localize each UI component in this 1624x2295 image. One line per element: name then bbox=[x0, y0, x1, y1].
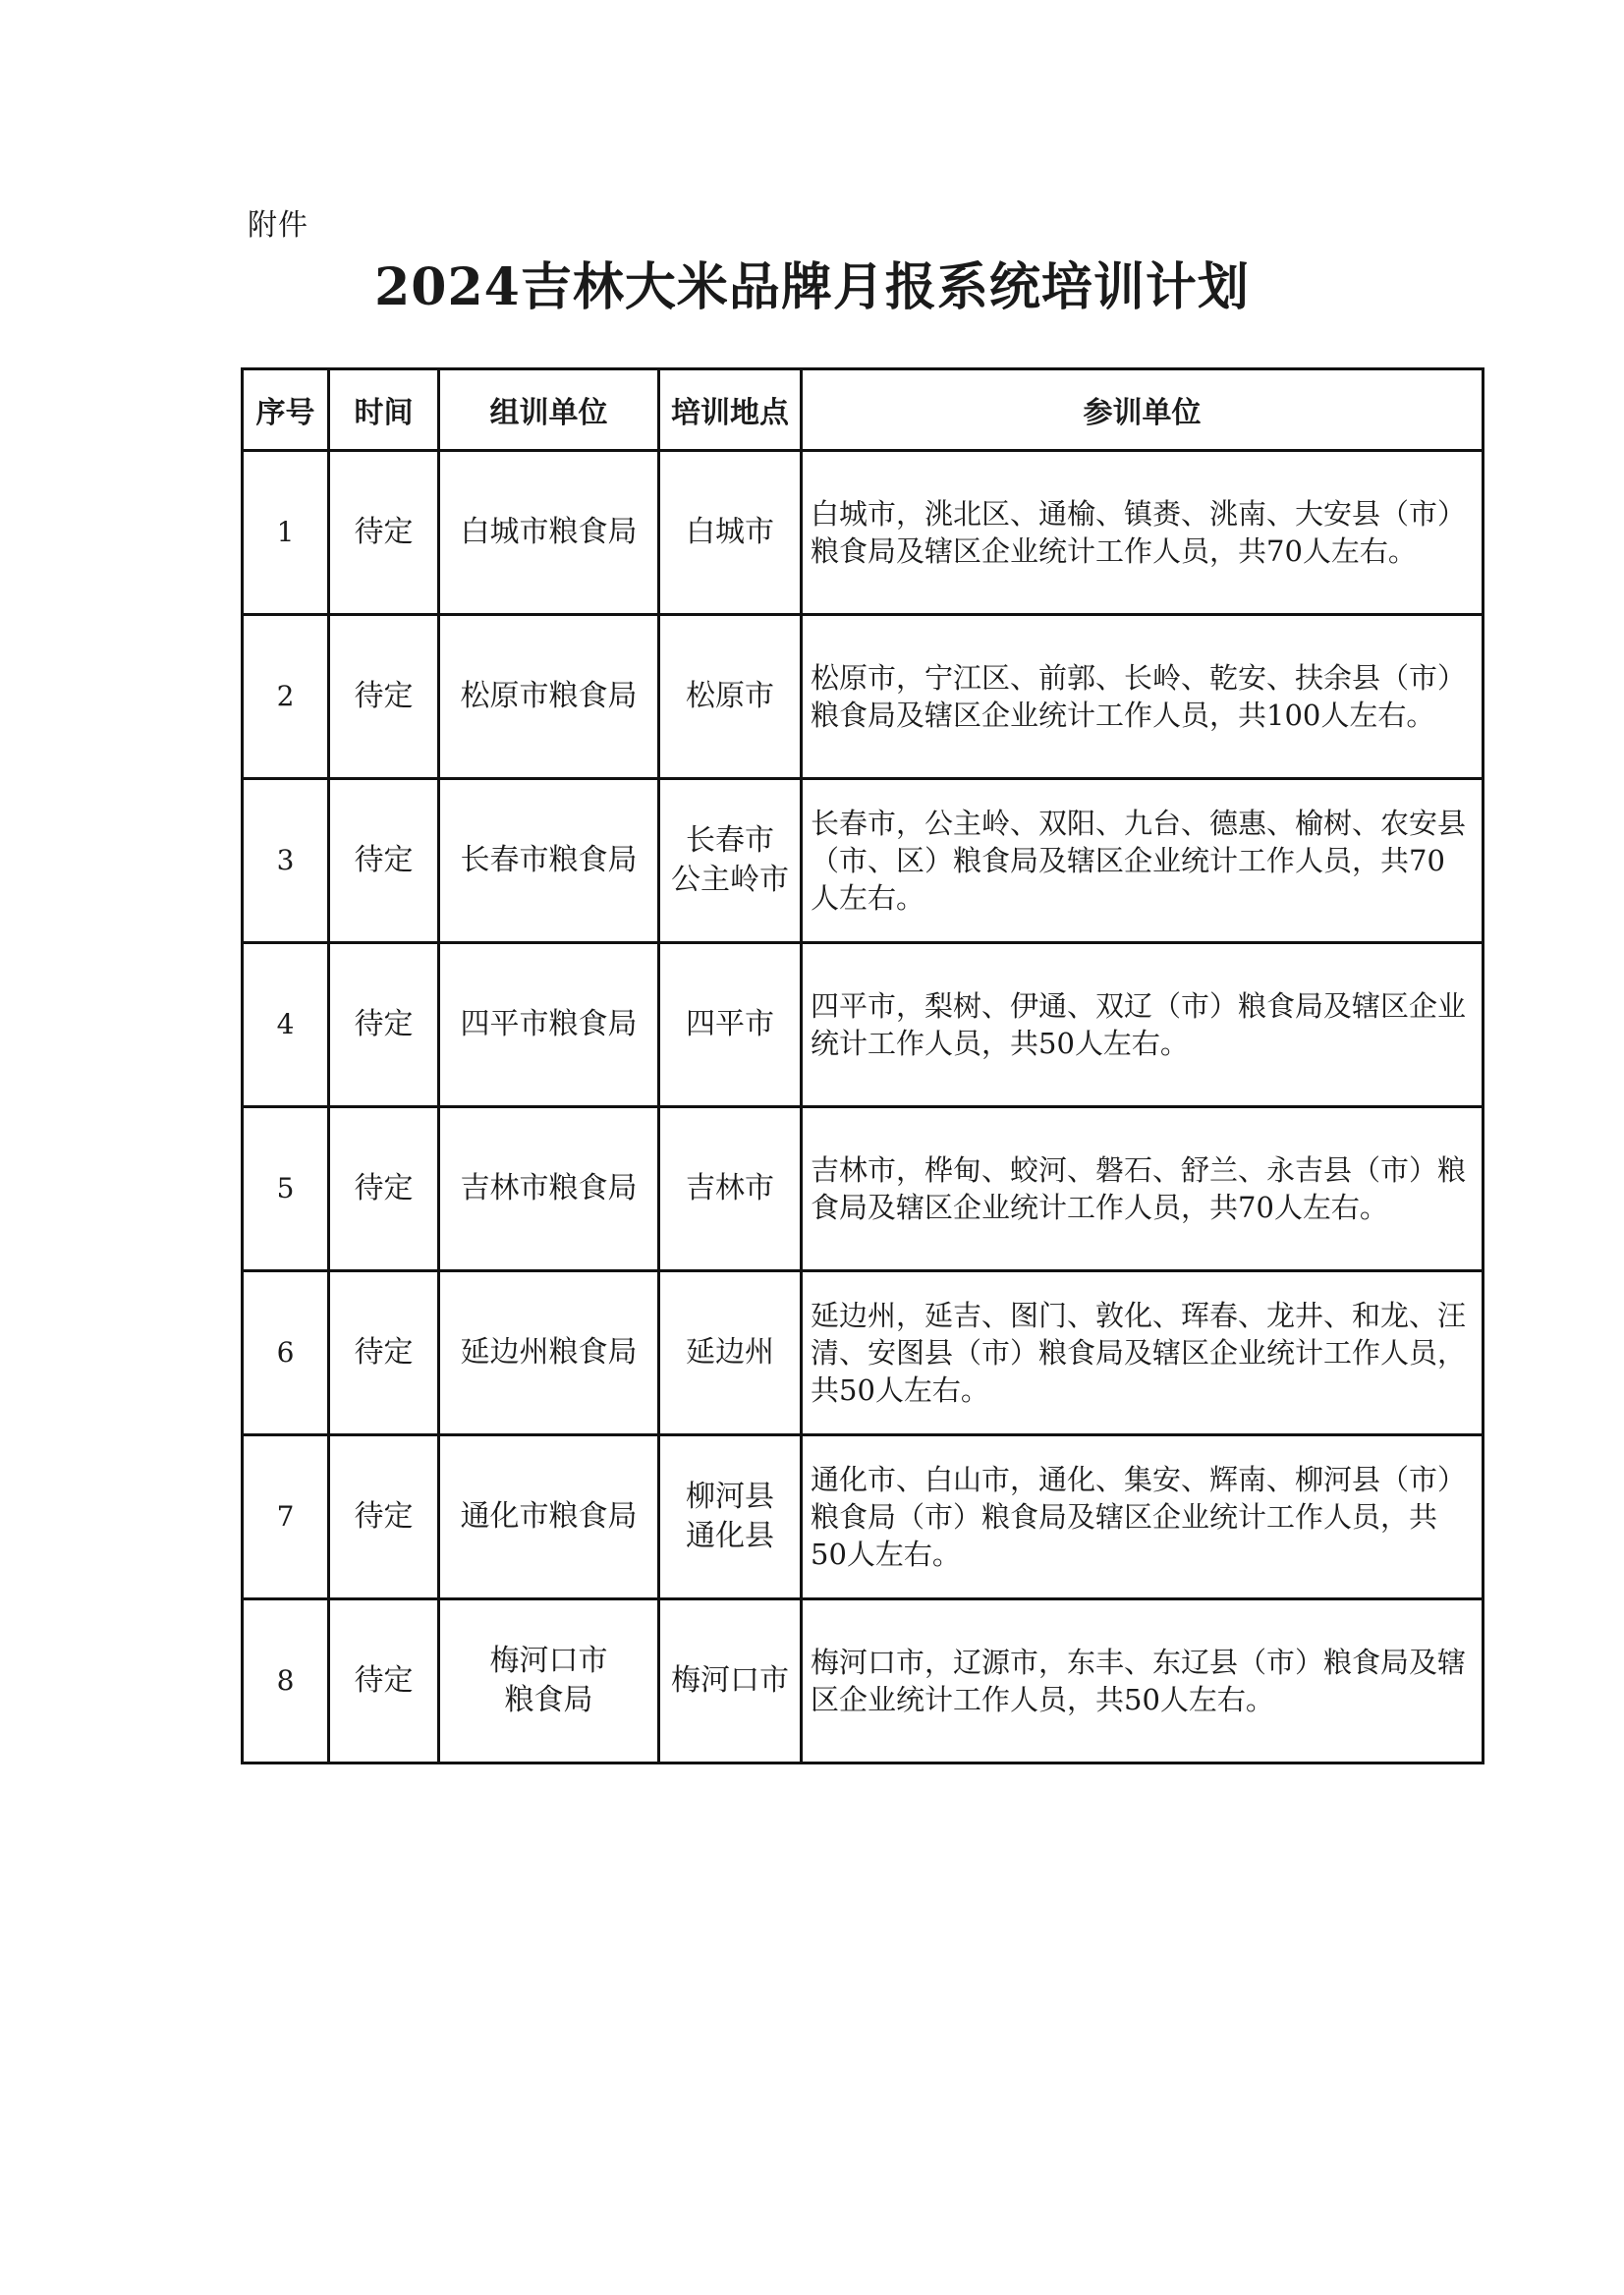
row-time: 待定 bbox=[329, 615, 439, 779]
row-organizer bbox=[439, 451, 659, 615]
organizer-line: 通化市粮食局 bbox=[460, 1499, 638, 1534]
organizer-line: 长春市粮食局 bbox=[460, 843, 638, 877]
header-time: 时间 bbox=[329, 369, 439, 451]
organizer-line: 松原市粮食局 bbox=[460, 679, 638, 713]
row-organizer bbox=[439, 1599, 659, 1763]
table-row bbox=[243, 779, 1484, 943]
row-organizer bbox=[439, 615, 659, 779]
table-header-row bbox=[243, 369, 1484, 451]
row-organizer bbox=[439, 1271, 659, 1435]
table-row bbox=[243, 1599, 1484, 1763]
row-time: 待定 bbox=[329, 451, 439, 615]
row-participants: 长春市，公主岭、双阳、九台、德惠、榆树、农安县（市、区）粮食局及辖区企业统计工作人员，共70人左右。 bbox=[802, 779, 1484, 943]
row-time: 待定 bbox=[329, 1271, 439, 1435]
header-organizer: 组训单位 bbox=[439, 369, 659, 451]
row-organizer bbox=[439, 779, 659, 943]
header-location: 培训地点 bbox=[659, 369, 802, 451]
header-participants: 参训单位 bbox=[802, 369, 1484, 451]
row-time: 待定 bbox=[329, 779, 439, 943]
table-row bbox=[243, 1435, 1484, 1599]
organizer-line: 白城市粮食局 bbox=[460, 515, 638, 549]
location-line: 公主岭市 bbox=[671, 863, 789, 897]
row-participants: 四平市，梨树、伊通、双辽（市）粮食局及辖区企业统计工作人员，共50人左右。 bbox=[802, 943, 1484, 1107]
row-location bbox=[659, 1107, 802, 1271]
row-location bbox=[659, 1435, 802, 1599]
table-row bbox=[243, 1107, 1484, 1271]
location-line: 延边州 bbox=[686, 1335, 774, 1370]
row-location bbox=[659, 1599, 802, 1763]
row-participants: 梅河口市，辽源市，东丰、东辽县（市）粮食局及辖区企业统计工作人员，共50人左右。 bbox=[802, 1599, 1484, 1763]
row-location bbox=[659, 943, 802, 1107]
organizer-line: 延边州粮食局 bbox=[460, 1335, 638, 1370]
row-no: 2 bbox=[243, 615, 329, 779]
row-location bbox=[659, 615, 802, 779]
location-line: 松原市 bbox=[686, 679, 774, 713]
row-location bbox=[659, 451, 802, 615]
document-title: 2024吉林大米品牌月报系统培训计划 bbox=[374, 257, 1250, 317]
row-organizer bbox=[439, 1107, 659, 1271]
location-line: 长春市 bbox=[686, 823, 774, 858]
row-location bbox=[659, 779, 802, 943]
organizer-line: 粮食局 bbox=[504, 1683, 593, 1717]
table-row bbox=[243, 1271, 1484, 1435]
row-no: 4 bbox=[243, 943, 329, 1107]
row-no: 5 bbox=[243, 1107, 329, 1271]
row-no: 8 bbox=[243, 1599, 329, 1763]
row-no: 7 bbox=[243, 1435, 329, 1599]
row-no: 1 bbox=[243, 451, 329, 615]
header-no: 序号 bbox=[243, 369, 329, 451]
table-row bbox=[243, 615, 1484, 779]
location-line: 通化县 bbox=[686, 1519, 774, 1553]
location-line: 四平市 bbox=[686, 1007, 774, 1041]
row-no: 6 bbox=[243, 1271, 329, 1435]
location-line: 白城市 bbox=[686, 515, 774, 549]
attachment-label: 附件 bbox=[248, 208, 308, 243]
row-organizer bbox=[439, 1435, 659, 1599]
row-participants: 白城市，洮北区、通榆、镇赉、洮南、大安县（市）粮食局及辖区企业统计工作人员，共70人左右。 bbox=[802, 451, 1484, 615]
organizer-line: 四平市粮食局 bbox=[460, 1007, 638, 1041]
row-participants: 松原市，宁江区、前郭、长岭、乾安、扶余县（市）粮食局及辖区企业统计工作人员，共100人左右。 bbox=[802, 615, 1484, 779]
location-line: 梅河口市 bbox=[671, 1663, 789, 1698]
row-participants: 吉林市，桦甸、蛟河、磐石、舒兰、永吉县（市）粮食局及辖区企业统计工作人员，共70人左右。 bbox=[802, 1107, 1484, 1271]
row-participants: 通化市、白山市，通化、集安、辉南、柳河县（市）粮食局（市）粮食局及辖区企业统计工作人员，共50人左右。 bbox=[802, 1435, 1484, 1599]
organizer-line: 梅河口市 bbox=[489, 1644, 608, 1678]
row-time: 待定 bbox=[329, 1599, 439, 1763]
row-time: 待定 bbox=[329, 943, 439, 1107]
row-organizer bbox=[439, 943, 659, 1107]
row-time: 待定 bbox=[329, 1107, 439, 1271]
training-plan-table bbox=[241, 367, 1484, 1764]
table-row bbox=[243, 451, 1484, 615]
row-no: 3 bbox=[243, 779, 329, 943]
organizer-line: 吉林市粮食局 bbox=[460, 1171, 638, 1205]
row-participants: 延边州，延吉、图门、敦化、珲春、龙井、和龙、汪清、安图县（市）粮食局及辖区企业统计工作人员，共50人左右。 bbox=[802, 1271, 1484, 1435]
location-line: 柳河县 bbox=[686, 1480, 774, 1514]
table-row bbox=[243, 943, 1484, 1107]
row-location bbox=[659, 1271, 802, 1435]
location-line: 吉林市 bbox=[686, 1171, 774, 1205]
row-time: 待定 bbox=[329, 1435, 439, 1599]
